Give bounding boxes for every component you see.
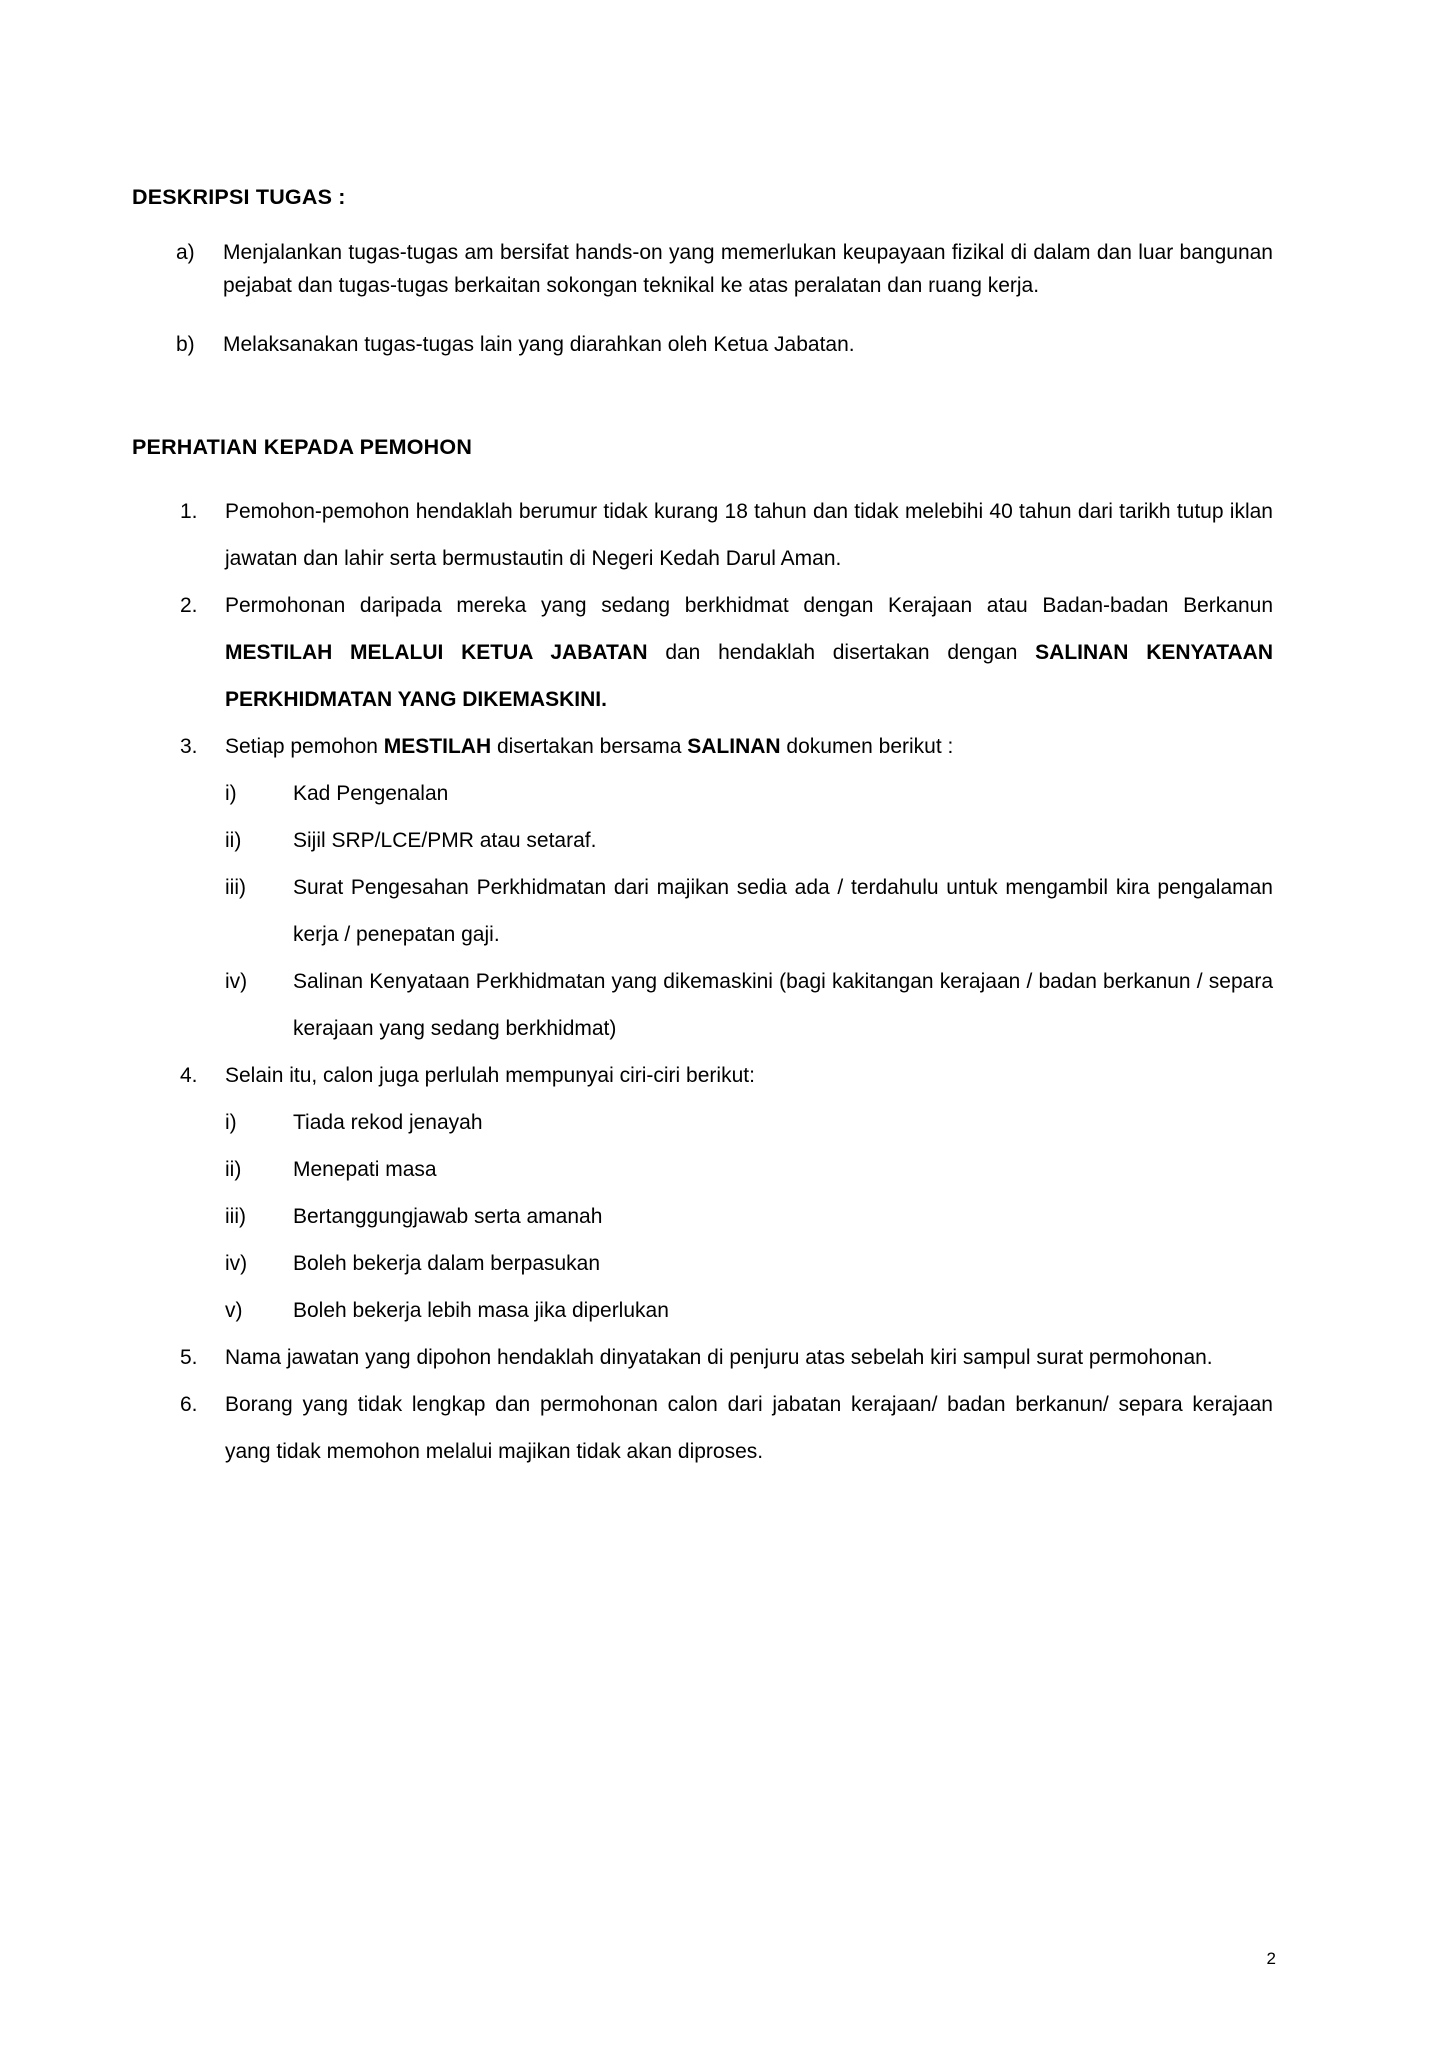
list-text: Pemohon-pemohon hendaklah berumur tidak kurang 18 tahun dan tidak melebihi 40 tahun dari tarikh tutup iklan jawatan dan lahir serta bermustautin di Negeri Kedah Darul Aman.	[225, 500, 1273, 570]
list-text	[225, 723, 1273, 770]
sub-list-text: Salinan Kenyataan Perkhidmatan yang dikemaskini (bagi kakitangan kerajaan / badan berkanun / separa kerajaan yang sedang berkhidmat)	[293, 970, 1273, 1040]
sub-list-item	[225, 1287, 1273, 1334]
list-body	[225, 488, 1273, 582]
list-body	[225, 1381, 1273, 1475]
list-item	[132, 1381, 1273, 1475]
sub-list-item	[225, 1099, 1273, 1146]
list-marker: 1.	[180, 500, 198, 523]
page-number: 2	[1266, 1949, 1276, 1968]
list-text-emphasis: SALINAN	[687, 735, 781, 758]
sub-list-item	[225, 1240, 1273, 1287]
section-heading-perhatian-kepada-pemohon: PERHATIAN KEPADA PEMOHON	[132, 435, 473, 459]
sub-list-text: Tiada rekod jenayah	[293, 1111, 483, 1134]
list-text: Nama jawatan yang dipohon hendaklah dinyatakan di penjuru atas sebelah kiri sampul surat permohonan.	[225, 1346, 1213, 1369]
deskripsi-tugas-list	[132, 236, 1273, 361]
list-text: Menjalankan tugas-tugas am bersifat hands-on yang memerlukan keupayaan fizikal di dalam dan luar bangunan pejabat dan tugas-tugas berkaitan sokongan teknikal ke atas peralatan dan ruang kerja.	[223, 241, 1273, 297]
sub-list-text: Boleh bekerja dalam berpasukan	[293, 1252, 601, 1275]
sub-list-text: Bertanggungjawab serta amanah	[293, 1205, 603, 1228]
list-item	[132, 328, 1273, 361]
sub-list-text: Surat Pengesahan Perkhidmatan dari majikan sedia ada / terdahulu untuk mengambil kira pengalaman kerja / penepatan gaji.	[293, 876, 1273, 946]
sub-list-marker: ii)	[225, 1158, 242, 1181]
sub-list	[225, 770, 1273, 1052]
list-item	[132, 1334, 1273, 1381]
list-marker: 2.	[180, 594, 198, 617]
list-item	[132, 582, 1273, 723]
list-text-part: dokumen berikut :	[780, 735, 954, 758]
list-text-emphasis: SALINAN KENYATAAN PERKHIDMATAN YANG DIKEMASKINI.	[225, 641, 1273, 711]
sub-list-marker: iv)	[225, 1252, 248, 1275]
sub-list-marker: iii)	[225, 1205, 246, 1228]
list-text-part: Permohonan daripada mereka yang sedang berkhidmat dengan Kerajaan atau Badan-badan Berkanun	[225, 594, 1273, 617]
sub-list-marker: v)	[225, 1299, 243, 1322]
list-marker: 6.	[180, 1393, 198, 1416]
sub-list-marker: ii)	[225, 829, 242, 852]
list-marker: b)	[176, 333, 195, 356]
sub-list-item	[225, 770, 1273, 817]
list-text-part: disertakan bersama	[491, 735, 688, 758]
list-text: Selain itu, calon juga perlulah mempunyai ciri-ciri berikut:	[225, 1064, 755, 1087]
sub-list-marker: iv)	[225, 970, 248, 993]
list-text-emphasis: MESTILAH MELALUI KETUA JABATAN	[225, 641, 648, 664]
sub-list-text: Sijil SRP/LCE/PMR atau setaraf.	[293, 829, 597, 852]
list-text-emphasis: MESTILAH	[383, 735, 492, 758]
list-body	[225, 1334, 1273, 1381]
list-marker: a)	[176, 241, 195, 264]
sub-list-marker: i)	[225, 782, 237, 805]
sub-list-text: Menepati masa	[293, 1158, 437, 1181]
sub-list-marker: i)	[225, 1111, 237, 1134]
sub-list-item	[225, 817, 1273, 864]
list-text: Borang yang tidak lengkap dan permohonan calon dari jabatan kerajaan/ badan berkanun/ separa kerajaan yang tidak memohon melalui majikan tidak akan diproses.	[225, 1393, 1273, 1463]
list-marker: 5.	[180, 1346, 198, 1369]
list-marker: 3.	[180, 735, 198, 758]
list-body	[225, 1052, 1273, 1334]
list-text-part: Setiap pemohon	[225, 735, 384, 758]
section-heading-deskripsi-tugas: DESKRIPSI TUGAS :	[132, 185, 346, 209]
sub-list-text: Boleh bekerja lebih masa jika diperlukan	[293, 1299, 669, 1322]
list-text: Melaksanakan tugas-tugas lain yang diarahkan oleh Ketua Jabatan.	[223, 333, 855, 356]
list-item	[132, 488, 1273, 582]
list-text	[225, 582, 1273, 723]
list-item	[132, 723, 1273, 1052]
sub-list-item	[225, 1193, 1273, 1240]
list-text-part: dan hendaklah disertakan dengan	[647, 641, 1036, 664]
list-body	[225, 582, 1273, 723]
sub-list-item	[225, 864, 1273, 958]
sub-list-text: Kad Pengenalan	[293, 782, 449, 805]
perhatian-list	[132, 488, 1273, 1475]
sub-list	[225, 1099, 1273, 1334]
sub-list-marker: iii)	[225, 876, 246, 899]
list-item	[132, 1052, 1273, 1334]
list-marker: 4.	[180, 1064, 198, 1087]
sub-list-item	[225, 958, 1273, 1052]
list-item	[132, 236, 1273, 302]
sub-list-item	[225, 1146, 1273, 1193]
list-body	[225, 723, 1273, 1052]
